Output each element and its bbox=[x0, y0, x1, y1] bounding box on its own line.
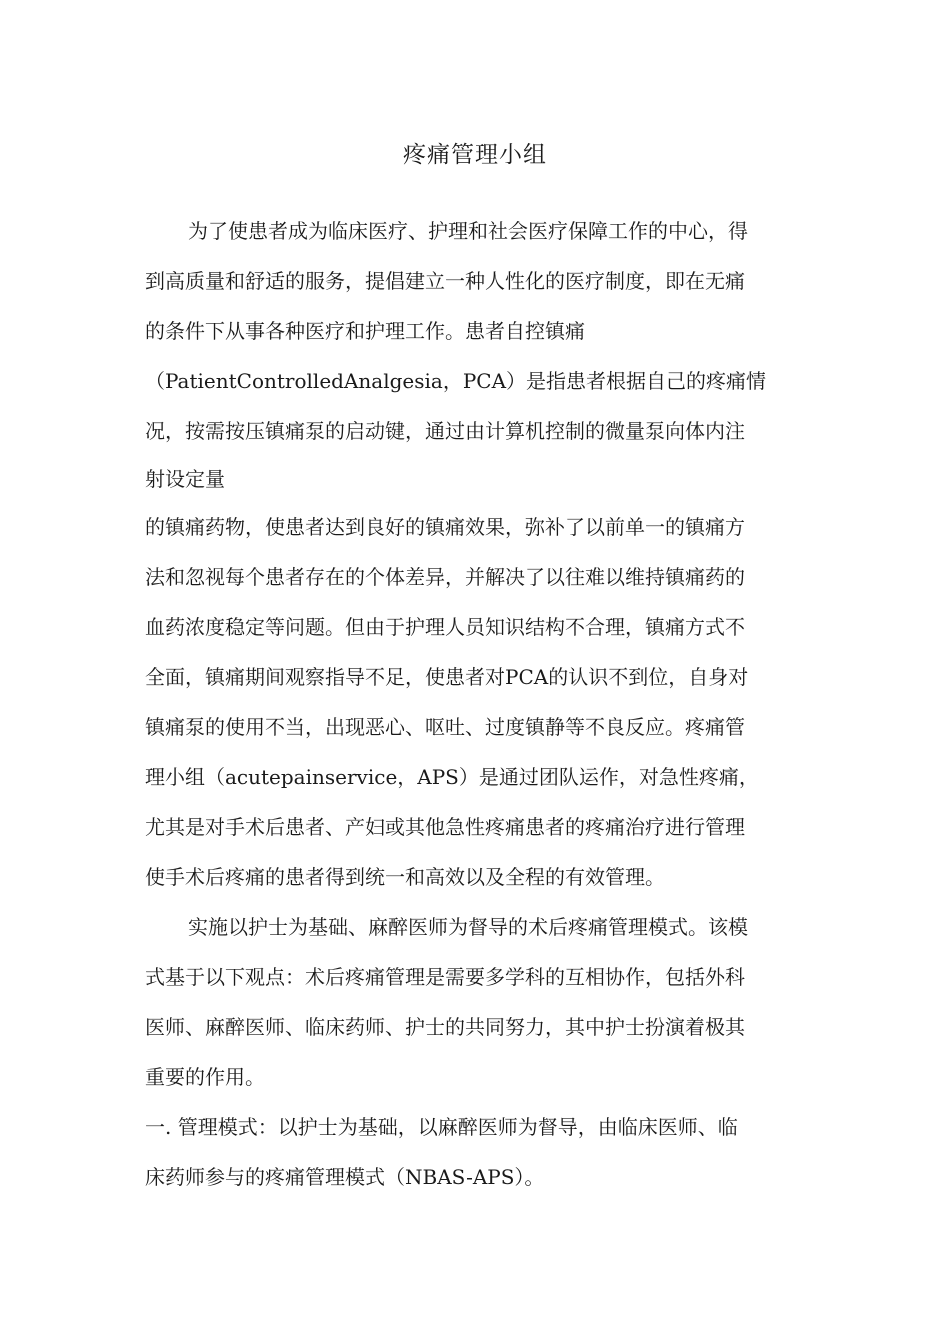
paragraph-line: 镇痛泵的使用不当，出现恶心、呕吐、过度镇静等不良反应。疼痛管 bbox=[145, 715, 745, 739]
paragraph-line: 为了使患者成为临床医疗、护理和社会医疗保障工作的中心，得 bbox=[188, 219, 748, 243]
paragraph-line: 的镇痛药物，使患者达到良好的镇痛效果，弥补了以前单一的镇痛方 bbox=[145, 515, 745, 539]
paragraph-line: 重要的作用。 bbox=[145, 1065, 265, 1089]
paragraph-line: 理小组（acutepainservice，APS）是通过团队运作，对急性疼痛， bbox=[145, 765, 759, 789]
document-body bbox=[145, 206, 810, 1202]
paragraph-line: 射设定量 bbox=[145, 467, 225, 491]
paragraph-line: 法和忽视每个患者存在的个体差异，并解决了以往难以维持镇痛药的 bbox=[145, 565, 745, 589]
paragraph-line: 况，按需按压镇痛泵的启动键，通过由计算机控制的微量泵向体内注 bbox=[145, 419, 745, 443]
paragraph-line: 全面，镇痛期间观察指导不足，使患者对PCA的认识不到位，自身对 bbox=[145, 665, 749, 689]
paragraph-line: 床药师参与的疼痛管理模式（NBAS-APS）。 bbox=[145, 1165, 545, 1189]
paragraph-line: 使手术后疼痛的患者得到统一和高效以及全程的有效管理。 bbox=[145, 865, 665, 889]
paragraph-line: 式基于以下观点：术后疼痛管理是需要多学科的互相协作，包括外科 bbox=[145, 965, 745, 989]
paragraph-line: （PatientControlledAnalgesia，PCA）是指患者根据自己的疼痛情 bbox=[145, 369, 767, 393]
section-heading-line: 一. 管理模式：以护士为基础，以麻醉医师为督导，由临床医师、临 bbox=[145, 1115, 738, 1139]
page-title: 疼痛管理小组 bbox=[403, 142, 547, 168]
paragraph-line: 到高质量和舒适的服务，提倡建立一种人性化的医疗制度，即在无痛 bbox=[145, 269, 745, 293]
paragraph-line: 尤其是对手术后患者、产妇或其他急性疼痛患者的疼痛治疗进行管理 bbox=[145, 815, 745, 839]
paragraph-line: 血药浓度稳定等问题。但由于护理人员知识结构不合理，镇痛方式不 bbox=[145, 615, 745, 639]
paragraph-line: 实施以护士为基础、麻醉医师为督导的术后疼痛管理模式。该模 bbox=[188, 915, 748, 939]
paragraph-line: 医师、麻醉医师、临床药师、护士的共同努力，其中护士扮演着极其 bbox=[145, 1015, 745, 1039]
paragraph-line: 的条件下从事各种医疗和护理工作。患者自控镇痛 bbox=[145, 319, 585, 343]
